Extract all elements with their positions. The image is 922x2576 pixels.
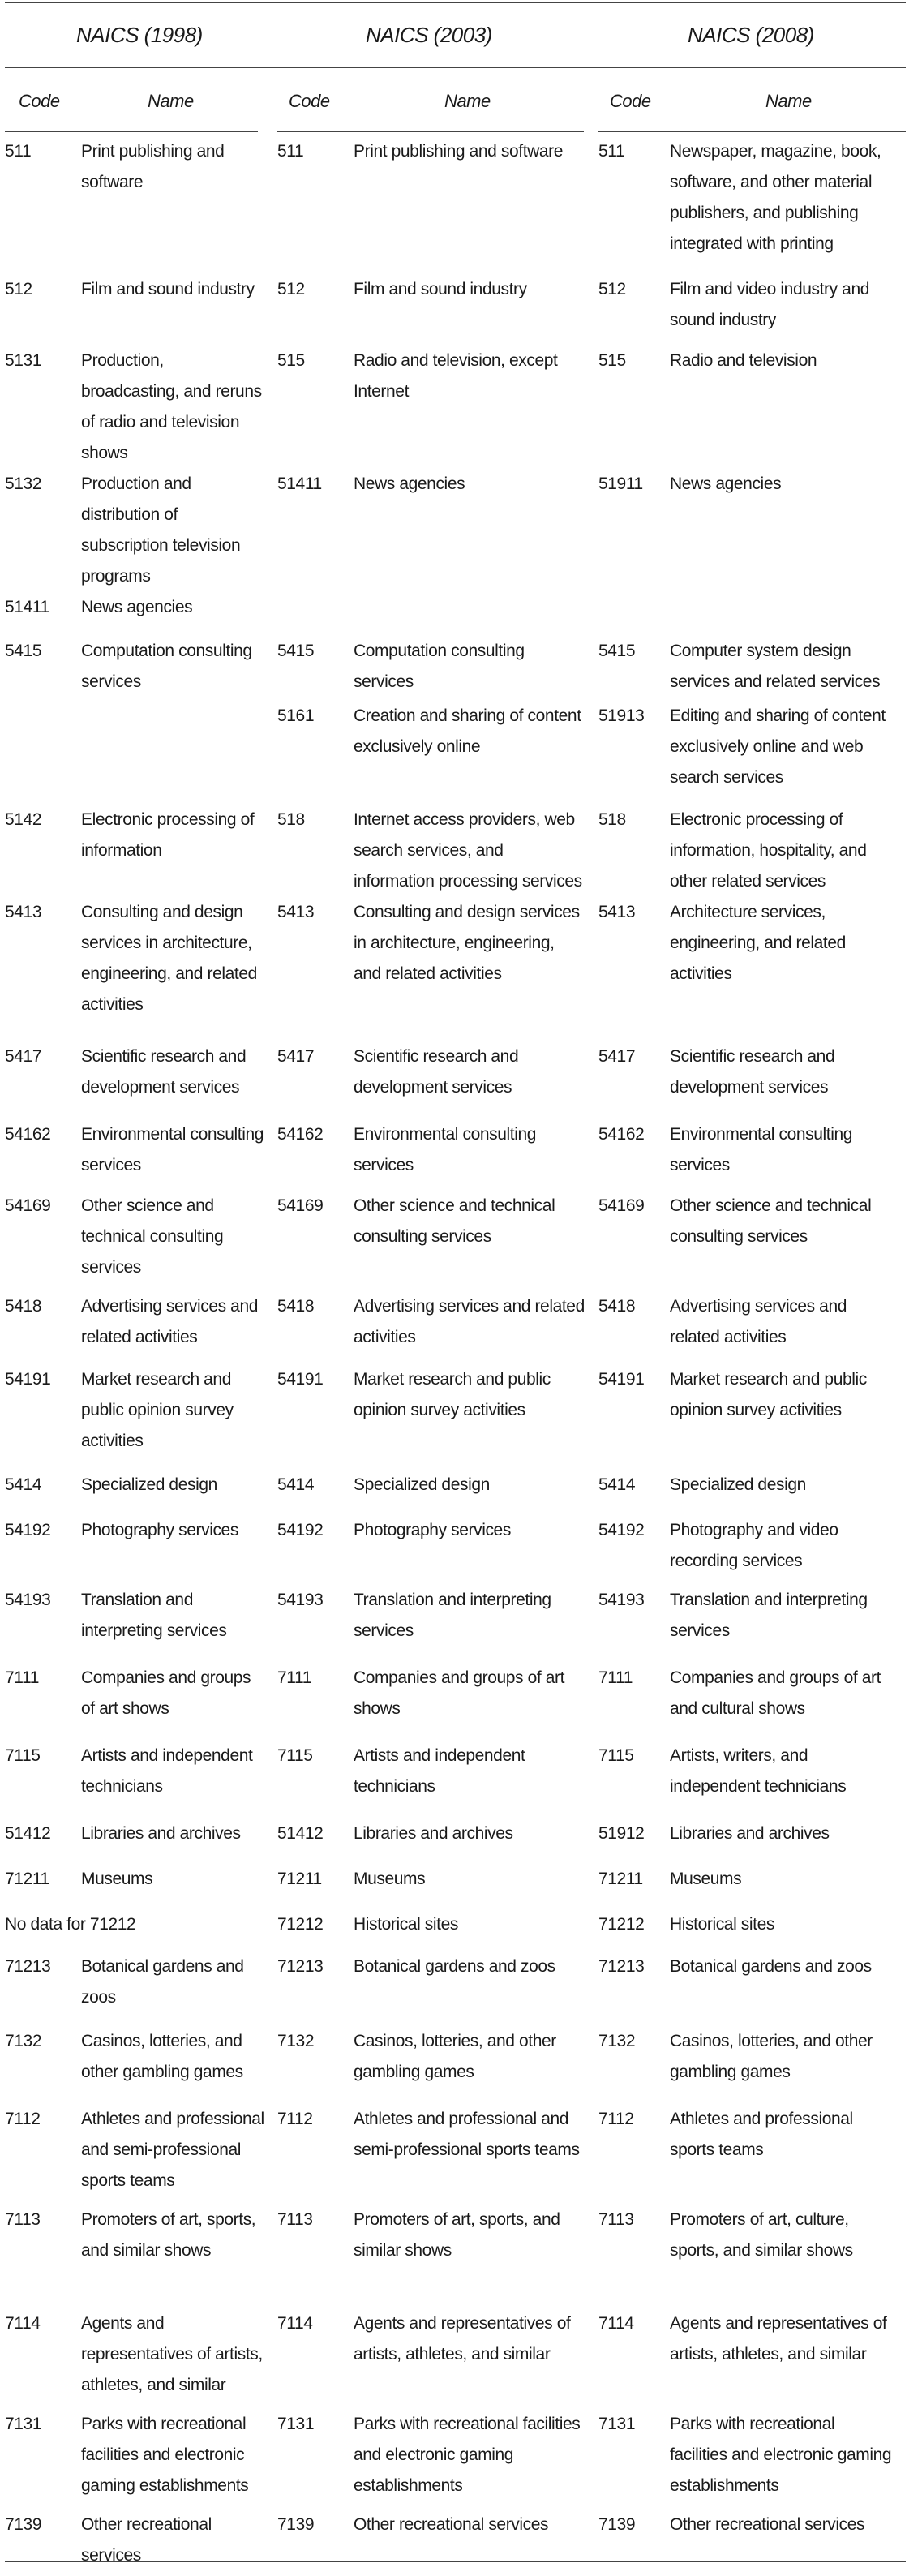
code-2003: 51412: [277, 1824, 324, 1843]
name-2003: Libraries and archives: [354, 1824, 513, 1843]
name-1998: Other recreational services: [81, 2515, 212, 2565]
code-1998: 5131: [5, 351, 42, 370]
table-row: [5, 1364, 906, 1470]
no-data-note: No data for 71212: [5, 1915, 136, 1934]
name-1998: Production, broadcasting, and reruns of radio and television shows: [81, 351, 262, 462]
code-2008: 54162: [598, 1125, 645, 1144]
code-1998: 7113: [5, 2210, 41, 2229]
name-2008: Translation and interpreting services: [670, 1591, 868, 1640]
code-2003: 5415: [277, 642, 315, 660]
code-1998: 7131: [5, 2415, 42, 2433]
code-1998: 7114: [5, 2314, 41, 2333]
name-1998: Libraries and archives: [81, 1824, 241, 1843]
subheader-rule-2008: [598, 131, 906, 132]
data-table: [5, 136, 906, 2571]
table-row: [5, 274, 906, 346]
table-row: [5, 1864, 906, 1909]
code-2003: 518: [277, 810, 305, 829]
table-row: [5, 897, 906, 1041]
code-2003: 51411: [277, 474, 322, 493]
name-2003: Promoters of art, sports, and similar shows: [354, 2210, 560, 2260]
name-1998: [81, 701, 277, 805]
name-2003: Translation and interpreting services: [354, 1591, 551, 1640]
name-1998: Parks with recreational facilities and electronic gaming establishments: [81, 2415, 249, 2495]
code-2008: 515: [598, 351, 626, 370]
name-2008: Botanical gardens and zoos: [670, 1957, 872, 1976]
code-2008: 5415: [598, 642, 636, 660]
name-1998: Photography services: [81, 1521, 238, 1539]
code-2003: 7139: [277, 2515, 315, 2534]
col-header-code-1998: Code: [19, 91, 60, 111]
name-2008: Parks with recreational facilities and electronic gaming establishments: [670, 2415, 892, 2495]
group-header-2008: NAICS (2008): [688, 23, 814, 47]
code-2008: 7115: [598, 1746, 634, 1765]
code-2003: 54162: [277, 1125, 324, 1144]
code-2003: 54191: [277, 1370, 324, 1389]
name-2008: News agencies: [670, 474, 782, 493]
code-2008: 71211: [598, 1870, 643, 1888]
name-2008: Athletes and professional sports teams: [670, 2110, 853, 2159]
name-2003: Environmental consulting services: [354, 1125, 537, 1174]
name-2003: Market research and public opinion survey activities: [354, 1370, 551, 1419]
code-2008: 512: [598, 280, 626, 298]
code-2003: 7132: [277, 2032, 315, 2050]
code-1998: 5414: [5, 1475, 42, 1494]
code-2008: 7112: [598, 2110, 634, 2128]
table-row: [5, 1041, 906, 1119]
subheader-rule-2003: [277, 131, 584, 132]
code-1998: 5142: [5, 810, 42, 829]
code-2008: 7139: [598, 2515, 636, 2534]
code-2003: 5417: [277, 1047, 315, 1066]
code-1998: 7111: [5, 1668, 39, 1687]
code-2003: 71213: [277, 1957, 324, 1976]
code-2003: 54192: [277, 1521, 324, 1539]
name-1998: Film and sound industry: [81, 280, 255, 298]
code-1998: 5132: [5, 474, 42, 493]
code-1998: 54169: [5, 1196, 51, 1215]
name-1998: Other science and technical consulting services: [81, 1196, 224, 1277]
name-1998: Promoters of art, sports, and similar shows: [81, 2210, 256, 2260]
name-1998: Botanical gardens and zoos: [81, 1957, 244, 2007]
name-2008: [670, 592, 906, 636]
name-1998: Scientific research and development services: [81, 1047, 247, 1097]
table-row: [5, 1585, 906, 1663]
group-header-2003: NAICS (2003): [366, 23, 492, 47]
name-2008: Editing and sharing of content exclusively online and web search services: [670, 706, 886, 787]
code-1998: 71213: [5, 1957, 51, 1976]
code-1998: 54193: [5, 1591, 51, 1609]
name-2008: Companies and groups of art and cultural shows: [670, 1668, 881, 1718]
name-2003: Computation consulting services: [354, 642, 525, 691]
name-1998: Agents and representatives of artists, athletes, and similar: [81, 2314, 263, 2394]
name-2008: Photography and video recording services: [670, 1521, 838, 1570]
name-2003: Companies and groups of art shows: [354, 1668, 565, 1718]
table-row: [5, 1951, 906, 2026]
name-1998: Consulting and design services in architecture, engineering, and related activities: [81, 903, 257, 1014]
name-2008: Promoters of art, culture, sports, and similar shows: [670, 2210, 853, 2260]
name-1998: Computation consulting services: [81, 642, 252, 691]
code-2008: 54193: [598, 1591, 645, 1609]
table-row: [5, 701, 906, 805]
code-2003: 7114: [277, 2314, 313, 2333]
name-2003: Film and sound industry: [354, 280, 527, 298]
table-row: [5, 1909, 906, 1951]
code-1998: 5417: [5, 1047, 42, 1066]
code-2003: 71212: [277, 1915, 324, 1934]
name-1998: Artists and independent technicians: [81, 1746, 253, 1796]
code-1998: 511: [5, 142, 32, 161]
table-row: [5, 592, 906, 636]
table-row: [5, 1119, 906, 1191]
name-2008: Electronic processing of information, hospitality, and other related services: [670, 810, 867, 891]
name-1998: Advertising services and related activities: [81, 1297, 259, 1346]
name-2003: Parks with recreational facilities and electronic gaming establishments: [354, 2415, 581, 2495]
table-row: [5, 636, 906, 701]
code-2003: 5161: [277, 706, 315, 725]
name-1998: Market research and public opinion survey activities: [81, 1370, 234, 1450]
table-row: [5, 2104, 906, 2205]
name-2008: Other science and technical consulting services: [670, 1196, 872, 1246]
code-2008: 5417: [598, 1047, 636, 1066]
name-2008: Computer system design services and related services: [670, 642, 881, 691]
code-2003: 515: [277, 351, 305, 370]
name-2008: Casinos, lotteries, and other gambling games: [670, 2032, 873, 2081]
table-row: [5, 136, 906, 274]
name-2008: Other recreational services: [670, 2515, 865, 2534]
table-row: [5, 1291, 906, 1364]
code-2008: 7114: [598, 2314, 634, 2333]
name-2003: Agents and representatives of artists, athletes, and similar: [354, 2314, 571, 2363]
code-2003: 5413: [277, 903, 315, 921]
code-2003: 7131: [277, 2415, 315, 2433]
code-1998: 51411: [5, 598, 49, 616]
top-rule: [5, 2, 906, 3]
code-1998: 7112: [5, 2110, 41, 2128]
table-row: [5, 1470, 906, 1515]
name-1998: Museums: [81, 1870, 153, 1888]
name-2003: Botanical gardens and zoos: [354, 1957, 555, 1976]
code-1998: [5, 701, 81, 805]
bottom-rule: [5, 2561, 906, 2562]
code-2008: 7132: [598, 2032, 636, 2050]
name-2003: [354, 592, 598, 636]
name-2008: Newspaper, magazine, book, software, and other material publishers, and publishing integrated with printing: [670, 142, 881, 253]
name-2003: Creation and sharing of content exclusively online: [354, 706, 581, 756]
code-2008: 5418: [598, 1297, 636, 1316]
code-2008: 518: [598, 810, 626, 829]
name-1998: Translation and interpreting services: [81, 1591, 227, 1640]
table-row: [5, 2026, 906, 2104]
code-2008: 54192: [598, 1521, 645, 1539]
code-2008: 51913: [598, 706, 645, 725]
code-1998: 7139: [5, 2515, 42, 2534]
col-header-code-2008: Code: [610, 91, 651, 111]
code-1998: 7132: [5, 2032, 42, 2050]
code-2003: [277, 592, 354, 636]
table-row: [5, 805, 906, 897]
name-2003: Athletes and professional and semi-professional sports teams: [354, 2110, 580, 2159]
code-2008: 511: [598, 142, 625, 161]
code-2003: 5414: [277, 1475, 315, 1494]
name-2003: Artists and independent technicians: [354, 1746, 525, 1796]
code-1998: 51412: [5, 1824, 51, 1843]
code-2008: 71213: [598, 1957, 645, 1976]
code-2008: 51912: [598, 1824, 645, 1843]
name-2008: Museums: [670, 1870, 742, 1888]
table-row: [5, 2205, 906, 2308]
name-2003: Museums: [354, 1870, 426, 1888]
name-1998: Athletes and professional and semi-professional sports teams: [81, 2110, 264, 2190]
name-2008: Architecture services, engineering, and related activities: [670, 903, 846, 983]
table-row: [5, 1191, 906, 1291]
name-2008: Historical sites: [670, 1915, 774, 1934]
table-row: [5, 1741, 906, 1818]
name-2003: Scientific research and development services: [354, 1047, 519, 1097]
code-2008: [598, 592, 670, 636]
col-header-name-1998: Name: [148, 91, 194, 111]
code-2008: 7131: [598, 2415, 636, 2433]
name-1998: News agencies: [81, 598, 193, 616]
code-2008: 54191: [598, 1370, 645, 1389]
table-row: [5, 469, 906, 592]
name-2003: Other science and technical consulting services: [354, 1196, 555, 1246]
col-header-name-2008: Name: [765, 91, 812, 111]
code-1998: 54191: [5, 1370, 51, 1389]
table-row: [5, 2308, 906, 2409]
name-2003: Consulting and design services in architecture, engineering, and related activities: [354, 903, 580, 983]
name-2008: Market research and public opinion survey activities: [670, 1370, 867, 1419]
name-1998: Specialized design: [81, 1475, 217, 1494]
name-2008: Artists, writers, and independent technicians: [670, 1746, 847, 1796]
code-2008: 7111: [598, 1668, 633, 1687]
name-2003: Specialized design: [354, 1475, 490, 1494]
code-1998: 512: [5, 280, 32, 298]
header-rule: [5, 67, 906, 68]
col-header-code-2003: Code: [289, 91, 330, 111]
name-2008: Environmental consulting services: [670, 1125, 853, 1174]
name-2008: Film and video industry and sound industry: [670, 280, 869, 329]
name-1998: Casinos, lotteries, and other gambling games: [81, 2032, 243, 2081]
code-2003: 7113: [277, 2210, 313, 2229]
code-2003: 5418: [277, 1297, 315, 1316]
name-2008: Scientific research and development services: [670, 1047, 835, 1097]
name-2008: Advertising services and related activities: [670, 1297, 847, 1346]
code-2008: 71212: [598, 1915, 645, 1934]
name-2008: Libraries and archives: [670, 1824, 830, 1843]
code-2003: 7111: [277, 1668, 311, 1687]
name-1998: Electronic processing of information: [81, 810, 255, 860]
code-1998: 54162: [5, 1125, 51, 1144]
group-header-1998: NAICS (1998): [76, 23, 203, 47]
col-header-name-2003: Name: [444, 91, 491, 111]
name-1998: Companies and groups of art shows: [81, 1668, 251, 1718]
name-2003: Casinos, lotteries, and other gambling games: [354, 2032, 556, 2081]
code-2008: 7113: [598, 2210, 634, 2229]
name-2003: Photography services: [354, 1521, 511, 1539]
code-2008: 5413: [598, 903, 636, 921]
code-1998: 5413: [5, 903, 42, 921]
table-row: [5, 1663, 906, 1741]
name-2008: Agents and representatives of artists, athletes, and similar: [670, 2314, 887, 2363]
name-2003: Historical sites: [354, 1915, 458, 1934]
name-2008: Specialized design: [670, 1475, 806, 1494]
name-2003: Radio and television, except Internet: [354, 351, 558, 401]
code-2003: 512: [277, 280, 305, 298]
code-1998: 71211: [5, 1870, 49, 1888]
table-row: [5, 2409, 906, 2509]
table-row: [5, 1818, 906, 1864]
code-1998: 54192: [5, 1521, 51, 1539]
name-2003: News agencies: [354, 474, 465, 493]
name-2003: Internet access providers, web search services, and information processing services: [354, 810, 582, 891]
name-2003: Advertising services and related activities: [354, 1297, 585, 1346]
code-2003: 71211: [277, 1870, 322, 1888]
name-1998: Production and distribution of subscription television programs: [81, 474, 241, 586]
code-1998: 7115: [5, 1746, 41, 1765]
code-2003: 7112: [277, 2110, 313, 2128]
code-1998: 5415: [5, 642, 42, 660]
name-1998: Environmental consulting services: [81, 1125, 264, 1174]
name-2003: Other recreational services: [354, 2515, 549, 2534]
code-2003: 54169: [277, 1196, 324, 1215]
code-2008: 51911: [598, 474, 643, 493]
name-2008: Radio and television: [670, 351, 817, 370]
code-2003: 7115: [277, 1746, 313, 1765]
name-2003: Print publishing and software: [354, 142, 564, 161]
name-1998: Print publishing and software: [81, 142, 225, 191]
code-2008: 54169: [598, 1196, 645, 1215]
code-2003: 54193: [277, 1591, 324, 1609]
code-2008: 5414: [598, 1475, 636, 1494]
table-row: [5, 1515, 906, 1585]
code-1998: 5418: [5, 1297, 42, 1316]
subheader-rule-1998: [5, 131, 258, 132]
code-2003: 511: [277, 142, 304, 161]
table-row: [5, 346, 906, 469]
